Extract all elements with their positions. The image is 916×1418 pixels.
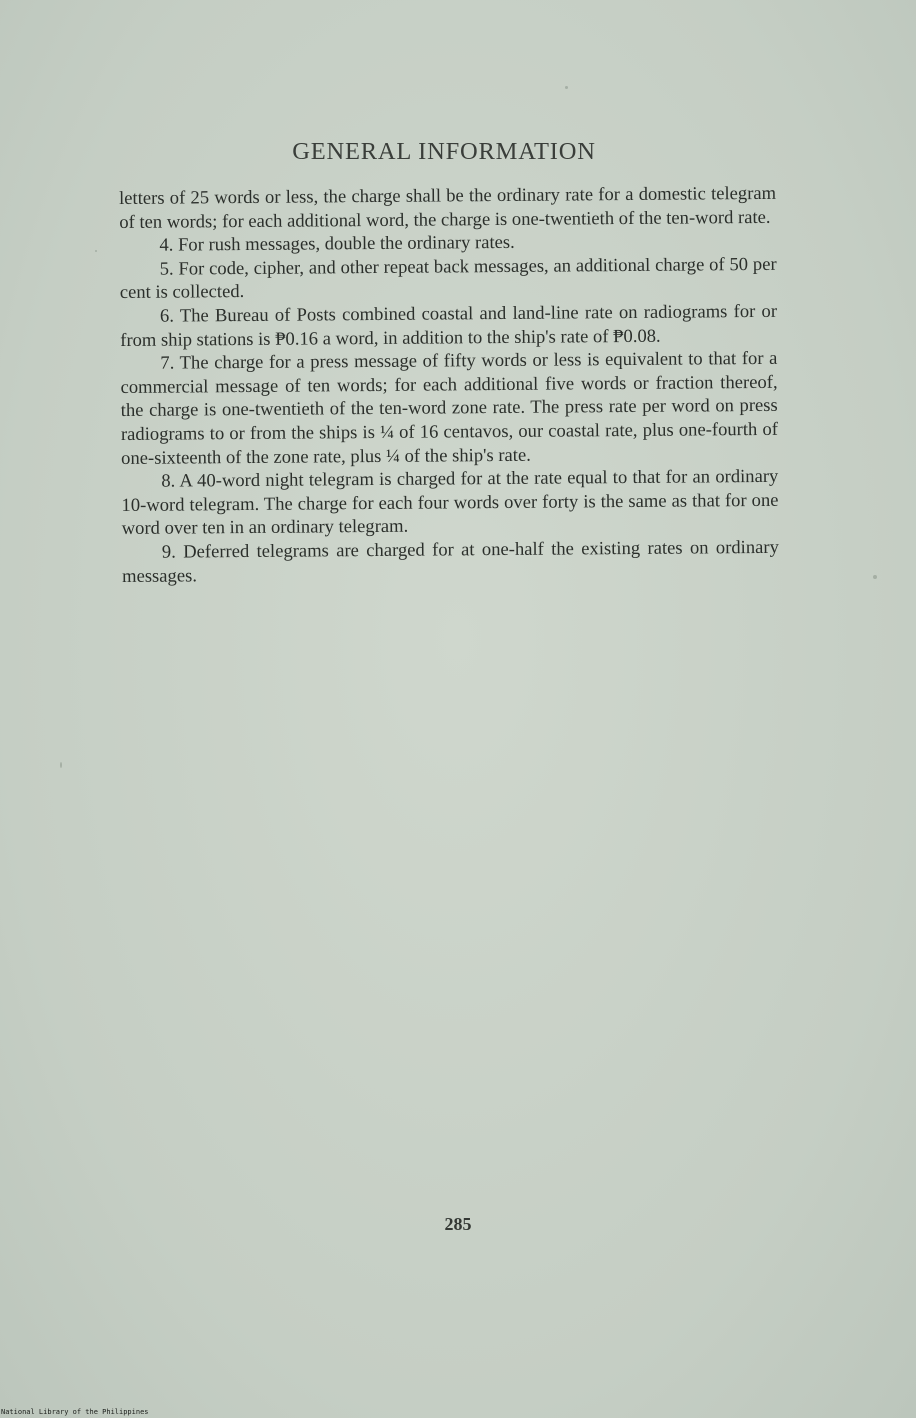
paragraph-item-5: 5. For code, cipher, and other repeat back messages, an additional charge of 50 per cent is collected. bbox=[119, 253, 777, 304]
paper-speck bbox=[95, 250, 97, 252]
paragraph-item-4: 4. For rush messages, double the ordinary rates. bbox=[159, 232, 515, 256]
body-text bbox=[119, 182, 779, 588]
paragraph-continuation: letters of 25 words or less, the charge shall be the ordinary rate for a domestic telegram of ten words; for each additional word, the charge is one-twentieth of the ten-word rate. bbox=[119, 182, 777, 233]
paper-speck bbox=[565, 86, 568, 89]
paper-speck bbox=[60, 762, 62, 768]
paragraph-item-8: 8. A 40-word night telegram is charged for at the rate equal to that for an ordinary 10-word telegram. The charge for each four words over forty is the same as that for one word over ten in an ordinary telegram. bbox=[121, 465, 779, 540]
paragraph-item-9: 9. Deferred telegrams are charged for at one-half the existing rates on ordinary messages. bbox=[121, 536, 779, 587]
paragraph-item-7: 7. The charge for a press message of fifty words or less is equivalent to that for a commercial message of ten words; for each additional five words or fraction thereof, the charge is one-twentieth of the ten-word zone rate. The press rate per word on press radiograms to or from the ships is ¼ of 16 centavos, our coastal rate, plus one-fourth of one-sixteenth of the zone rate, plus ¼ of the ship's rate. bbox=[120, 347, 779, 469]
page-number: 285 bbox=[444, 1214, 472, 1234]
paper-speck bbox=[873, 575, 877, 579]
running-header: GENERAL INFORMATION bbox=[292, 138, 596, 165]
paragraph-item-6: 6. The Bureau of Posts combined coastal and land-line rate on radiograms for or from ship stations is ₱0.16 a word, in addition to the ship's rate of ₱0.08. bbox=[120, 300, 778, 351]
library-credit: National Library of the Philippines bbox=[1, 1408, 149, 1416]
